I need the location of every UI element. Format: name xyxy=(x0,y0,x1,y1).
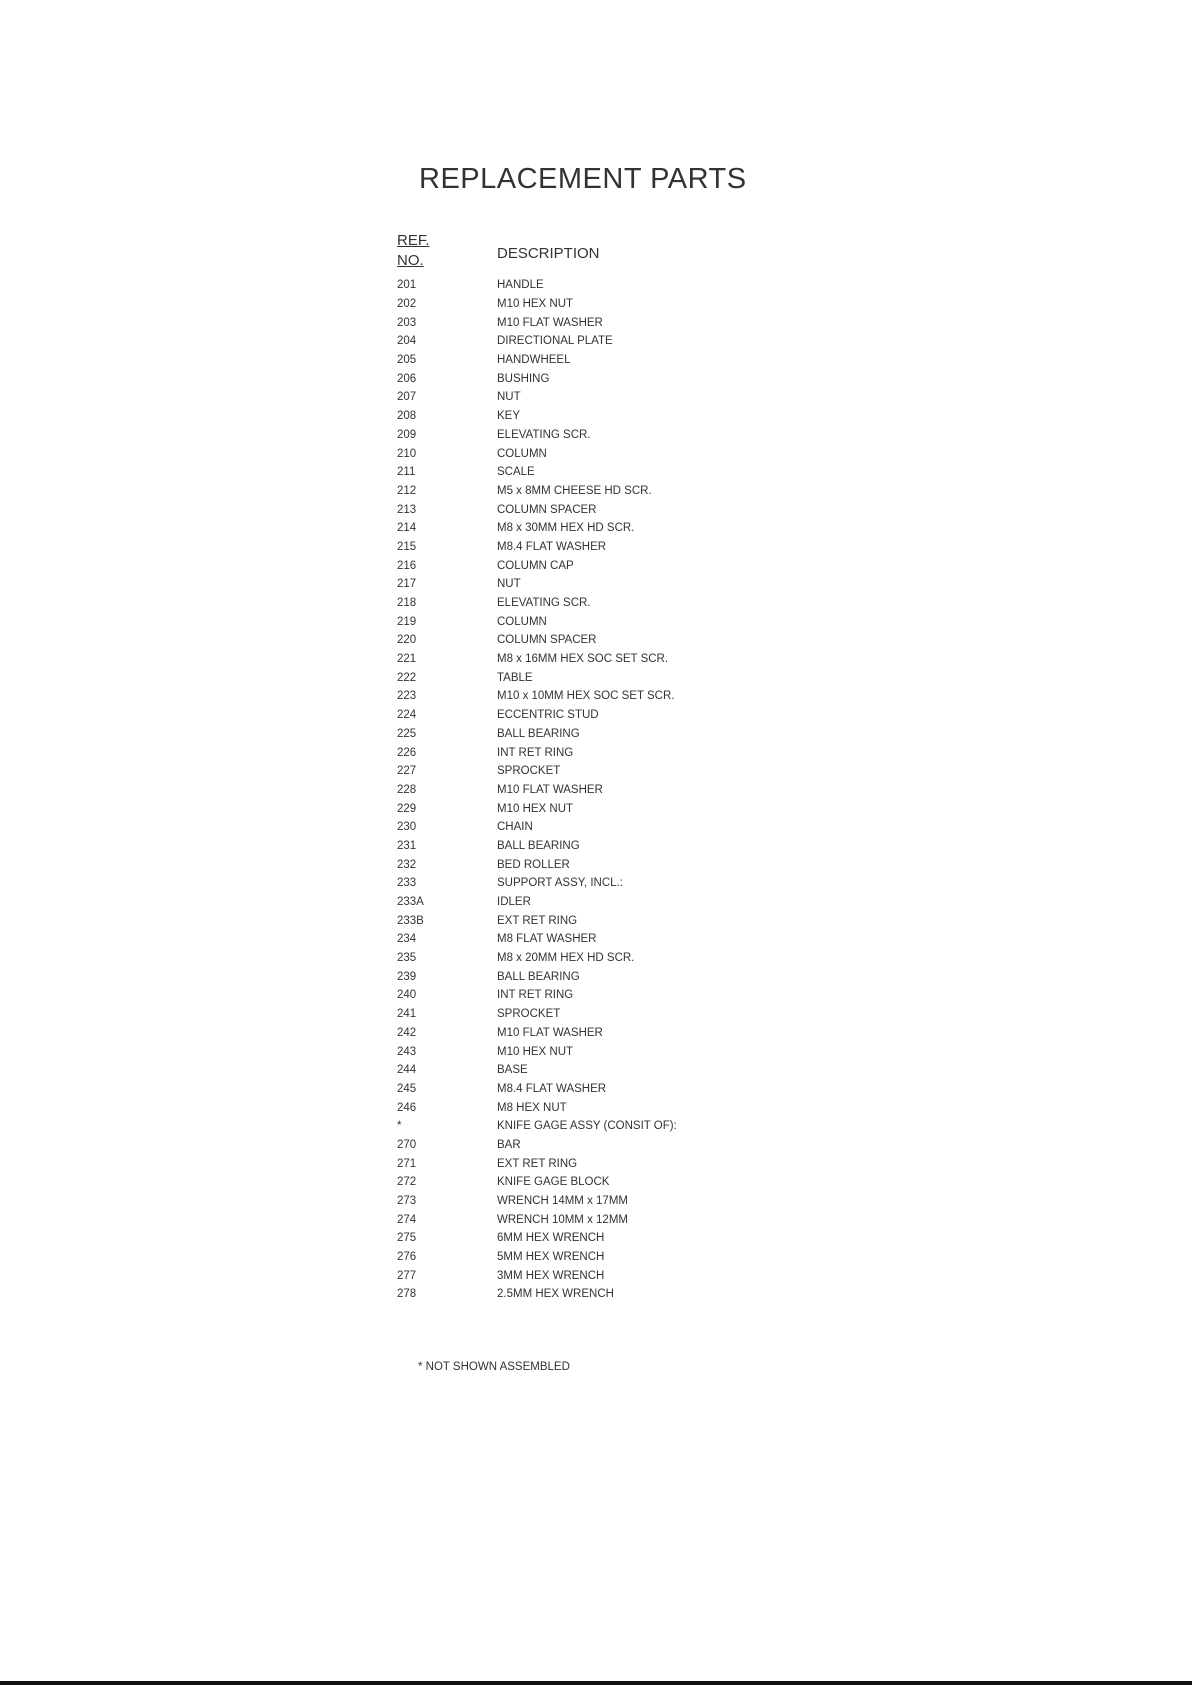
parts-row xyxy=(397,874,817,893)
parts-row xyxy=(397,1005,817,1024)
part-ref-no: 216 xyxy=(397,559,417,572)
part-ref-no: 208 xyxy=(397,410,417,423)
part-description: M8 FLAT WASHER xyxy=(497,933,597,946)
part-description: M8 x 20MM HEX HD SCR. xyxy=(497,952,635,965)
parts-row xyxy=(397,351,817,370)
part-description: SPROCKET xyxy=(497,1008,561,1021)
part-ref-no: 204 xyxy=(397,335,417,348)
part-ref-no: 229 xyxy=(397,802,417,815)
parts-row xyxy=(397,575,817,594)
part-ref-no: 241 xyxy=(397,1008,417,1021)
part-ref-no: 278 xyxy=(397,1288,417,1301)
parts-row xyxy=(397,1210,817,1229)
part-ref-no: 244 xyxy=(397,1064,417,1077)
part-description: NUT xyxy=(497,578,521,591)
parts-row xyxy=(397,930,817,949)
part-ref-no: 226 xyxy=(397,746,417,759)
part-description: EXT RET RING xyxy=(497,914,578,927)
part-description: BALL BEARING xyxy=(497,727,580,740)
parts-list xyxy=(397,276,817,1304)
parts-row xyxy=(397,1098,817,1117)
part-ref-no: 231 xyxy=(397,839,417,852)
part-ref-no: 277 xyxy=(397,1269,417,1282)
part-description: 2.5MM HEX WRENCH xyxy=(497,1288,614,1301)
part-description: M8 HEX NUT xyxy=(497,1101,567,1114)
part-description: ELEVATING SCR. xyxy=(497,428,591,441)
parts-row xyxy=(397,837,817,856)
part-description: M10 FLAT WASHER xyxy=(497,783,603,796)
description-header: DESCRIPTION xyxy=(497,245,600,262)
part-ref-no: * xyxy=(397,1120,402,1133)
part-description: EXT RET RING xyxy=(497,1157,578,1170)
parts-row xyxy=(397,388,817,407)
part-ref-no: 242 xyxy=(397,1026,417,1039)
part-description: BED ROLLER xyxy=(497,858,570,871)
part-description: COLUMN xyxy=(497,447,547,460)
parts-row xyxy=(397,500,817,519)
part-description: M8 x 16MM HEX SOC SET SCR. xyxy=(497,653,669,666)
part-ref-no: 213 xyxy=(397,503,417,516)
part-description: 3MM HEX WRENCH xyxy=(497,1269,605,1282)
part-ref-no: 217 xyxy=(397,578,417,591)
part-description: DIRECTIONAL PLATE xyxy=(497,335,613,348)
parts-row xyxy=(397,482,817,501)
parts-row xyxy=(397,1173,817,1192)
part-ref-no: 210 xyxy=(397,447,417,460)
part-ref-no: 209 xyxy=(397,428,417,441)
part-description: M10 HEX NUT xyxy=(497,298,574,311)
part-ref-no: 221 xyxy=(397,653,417,666)
part-ref-no: 201 xyxy=(397,279,417,292)
parts-row xyxy=(397,687,817,706)
ref-no-header xyxy=(397,231,430,271)
part-ref-no: 218 xyxy=(397,597,417,610)
parts-row xyxy=(397,1061,817,1080)
part-ref-no: 271 xyxy=(397,1157,417,1170)
parts-row xyxy=(397,594,817,613)
parts-row xyxy=(397,762,817,781)
part-description: NUT xyxy=(497,391,521,404)
part-description: BALL BEARING xyxy=(497,839,580,852)
part-ref-no: 233B xyxy=(397,914,424,927)
parts-row xyxy=(397,1136,817,1155)
part-description: COLUMN SPACER xyxy=(497,503,597,516)
parts-row xyxy=(397,650,817,669)
part-description: BAR xyxy=(497,1138,521,1151)
parts-row xyxy=(397,949,817,968)
part-description: TABLE xyxy=(497,671,533,684)
part-ref-no: 245 xyxy=(397,1082,417,1095)
part-description: COLUMN CAP xyxy=(497,559,574,572)
parts-row xyxy=(397,911,817,930)
part-description: M10 FLAT WASHER xyxy=(497,1026,603,1039)
parts-row xyxy=(397,855,817,874)
page-title: REPLACEMENT PARTS xyxy=(419,163,747,195)
parts-row xyxy=(397,1229,817,1248)
part-ref-no: 206 xyxy=(397,372,417,385)
part-description: KNIFE GAGE ASSY (CONSIT OF): xyxy=(497,1120,677,1133)
part-description: M10 x 10MM HEX SOC SET SCR. xyxy=(497,690,675,703)
part-ref-no: 273 xyxy=(397,1195,417,1208)
parts-row xyxy=(397,631,817,650)
part-description: SCALE xyxy=(497,466,535,479)
part-ref-no: 243 xyxy=(397,1045,417,1058)
part-description: M5 x 8MM CHEESE HD SCR. xyxy=(497,484,652,497)
part-ref-no: 214 xyxy=(397,522,417,535)
part-ref-no: 240 xyxy=(397,989,417,1002)
part-description: M8 x 30MM HEX HD SCR. xyxy=(497,522,635,535)
part-ref-no: 222 xyxy=(397,671,417,684)
part-description: COLUMN xyxy=(497,615,547,628)
part-description: M10 HEX NUT xyxy=(497,1045,574,1058)
part-description: WRENCH 14MM x 17MM xyxy=(497,1195,628,1208)
bottom-border xyxy=(0,1681,1192,1685)
part-ref-no: 239 xyxy=(397,970,417,983)
part-description: HANDLE xyxy=(497,279,544,292)
part-description: M8.4 FLAT WASHER xyxy=(497,540,607,553)
part-ref-no: 205 xyxy=(397,354,417,367)
part-ref-no: 272 xyxy=(397,1176,417,1189)
parts-row xyxy=(397,1248,817,1267)
part-ref-no: 211 xyxy=(397,466,416,479)
parts-row xyxy=(397,818,817,837)
part-description: ELEVATING SCR. xyxy=(497,597,591,610)
parts-row xyxy=(397,1285,817,1304)
parts-row xyxy=(397,781,817,800)
part-ref-no: 275 xyxy=(397,1232,417,1245)
part-ref-no: 225 xyxy=(397,727,417,740)
parts-row xyxy=(397,668,817,687)
parts-row xyxy=(397,519,817,538)
parts-row xyxy=(397,426,817,445)
part-description: BASE xyxy=(497,1064,528,1077)
ref-header-line2: NO. xyxy=(397,252,424,269)
part-ref-no: 202 xyxy=(397,298,417,311)
part-ref-no: 276 xyxy=(397,1251,417,1264)
parts-row xyxy=(397,1192,817,1211)
parts-row xyxy=(397,1080,817,1099)
part-ref-no: 230 xyxy=(397,821,417,834)
part-description: BUSHING xyxy=(497,372,550,385)
part-ref-no: 227 xyxy=(397,765,417,778)
parts-row xyxy=(397,986,817,1005)
parts-row xyxy=(397,725,817,744)
part-description: IDLER xyxy=(497,896,531,909)
parts-row xyxy=(397,444,817,463)
parts-row xyxy=(397,1042,817,1061)
part-description: WRENCH 10MM x 12MM xyxy=(497,1213,628,1226)
parts-row xyxy=(397,612,817,631)
parts-row xyxy=(397,706,817,725)
part-ref-no: 270 xyxy=(397,1138,417,1151)
part-description: KNIFE GAGE BLOCK xyxy=(497,1176,610,1189)
part-description: SUPPORT ASSY, INCL.: xyxy=(497,877,623,890)
part-description: SPROCKET xyxy=(497,765,561,778)
part-ref-no: 235 xyxy=(397,952,417,965)
part-description: 6MM HEX WRENCH xyxy=(497,1232,605,1245)
part-ref-no: 233A xyxy=(397,896,424,909)
part-ref-no: 207 xyxy=(397,391,417,404)
parts-row xyxy=(397,295,817,314)
parts-row xyxy=(397,538,817,557)
parts-row xyxy=(397,407,817,426)
parts-row xyxy=(397,1024,817,1043)
parts-row xyxy=(397,743,817,762)
part-description: ECCENTRIC STUD xyxy=(497,709,599,722)
parts-row xyxy=(397,1154,817,1173)
parts-row xyxy=(397,893,817,912)
parts-row xyxy=(397,799,817,818)
part-ref-no: 274 xyxy=(397,1213,417,1226)
part-description: KEY xyxy=(497,410,521,423)
parts-row xyxy=(397,1117,817,1136)
part-ref-no: 246 xyxy=(397,1101,417,1114)
part-ref-no: 224 xyxy=(397,709,417,722)
part-ref-no: 233 xyxy=(397,877,417,890)
parts-row xyxy=(397,369,817,388)
part-ref-no: 219 xyxy=(397,615,417,628)
parts-row xyxy=(397,332,817,351)
part-description: M10 HEX NUT xyxy=(497,802,574,815)
parts-row xyxy=(397,556,817,575)
part-description: CHAIN xyxy=(497,821,533,834)
ref-header-line1: REF. xyxy=(397,232,430,249)
part-description: COLUMN SPACER xyxy=(497,634,597,647)
part-description: INT RET RING xyxy=(497,746,574,759)
part-description: INT RET RING xyxy=(497,989,574,1002)
part-ref-no: 234 xyxy=(397,933,417,946)
part-description: 5MM HEX WRENCH xyxy=(497,1251,605,1264)
part-description: HANDWHEEL xyxy=(497,354,571,367)
parts-row xyxy=(397,1266,817,1285)
part-ref-no: 215 xyxy=(397,540,417,553)
part-description: M8.4 FLAT WASHER xyxy=(497,1082,607,1095)
part-ref-no: 212 xyxy=(397,484,417,497)
part-description: BALL BEARING xyxy=(497,970,580,983)
part-ref-no: 220 xyxy=(397,634,417,647)
parts-row xyxy=(397,313,817,332)
part-ref-no: 203 xyxy=(397,316,417,329)
part-ref-no: 223 xyxy=(397,690,417,703)
parts-row xyxy=(397,463,817,482)
part-description: M10 FLAT WASHER xyxy=(497,316,603,329)
parts-row xyxy=(397,967,817,986)
part-ref-no: 232 xyxy=(397,858,417,871)
parts-row xyxy=(397,276,817,295)
footnote: * NOT SHOWN ASSEMBLED xyxy=(418,1361,570,1373)
part-ref-no: 228 xyxy=(397,783,417,796)
